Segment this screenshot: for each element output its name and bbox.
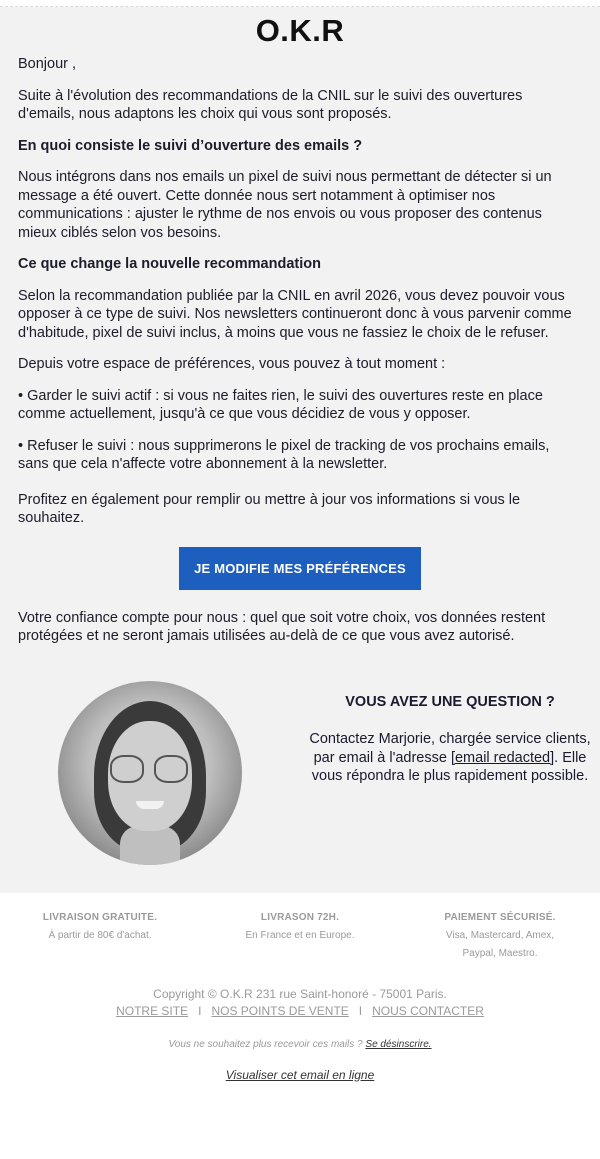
greeting: Bonjour ,: [18, 56, 77, 72]
recommendation-paragraph: Selon la recommandation publiée par la CNIL en avril 2026, vous devez pouvoir vous opposer à ce type de suivi. Nos newsletters continueront donc à vous parvenir comme d'habitude, pixel de suivi inclus, à moins que vous ne fassiez le choix de le refuser.: [18, 287, 572, 341]
feature-title: PAIEMENT SÉCURISÉ.: [444, 911, 556, 923]
question-heading: VOUS AVEZ UNE QUESTION ?: [345, 693, 555, 710]
contact-text-before: Contactez Marjorie, chargée service clients, par email à l'adresse: [309, 731, 591, 766]
feature-title: LIVRAISON GRATUITE.: [42, 911, 158, 923]
brand-logo[interactable]: O.K.R: [255, 13, 345, 48]
footer: [0, 963, 600, 1082]
feature-free-delivery: [0, 909, 200, 963]
unsubscribe-link[interactable]: Se désinscrire.: [365, 1038, 432, 1050]
view-online-link[interactable]: Visualiser cet email en ligne: [225, 1067, 375, 1082]
stores-link[interactable]: NOS POINTS DE VENTE: [211, 1003, 349, 1018]
trust-paragraph: Votre confiance compte pour nous : quel que soit votre choix, vos données restent protégées et ne seront jamais utilisées au-delà de ce que vous avez autorisé.: [18, 609, 546, 644]
message-content: [0, 55, 600, 528]
contact-info: [300, 681, 600, 865]
feature-desc: En France et en Europe.: [245, 929, 355, 941]
link-separator: I: [358, 1003, 363, 1018]
contact-us-link[interactable]: NOUS CONTACTER: [372, 1003, 484, 1018]
closing-content: [0, 609, 600, 646]
section-heading-recommendation: Ce que change la nouvelle recommandation: [18, 256, 321, 272]
contact-text-after: . Elle vous répondra le plus rapidement possible.: [311, 749, 589, 784]
intro-paragraph: Suite à l'évolution des recommandations de la CNIL sur le suivi des ouvertures d'emails, nous adaptons les choix qui vous sont proposés.: [18, 87, 523, 122]
top-divider: [0, 0, 600, 7]
feature-desc: À partir de 80€ d'achat.: [48, 929, 152, 941]
advisor-photo: [58, 681, 242, 865]
unsubscribe-line: [0, 1039, 600, 1050]
copyright-text: Copyright © O.K.R 231 rue Saint-honoré - 75001 Paris.: [153, 986, 447, 1001]
bullet-refuse-tracking: • Refuser le suivi : nous supprimerons le pixel de tracking de vos prochains emails, sans que cela n'affecte votre abonnement à la newsletter.: [18, 437, 550, 472]
modify-preferences-button[interactable]: JE MODIFIE MES PRÉFÉRENCES: [179, 547, 421, 590]
feature-desc: Visa, Mastercard, Amex, Paypal, Maestro.: [445, 929, 555, 959]
section-heading-tracking: En quoi consiste le suivi d’ouverture des emails ?: [18, 137, 363, 154]
contact-text: [300, 730, 600, 786]
feature-title: LIVRASON 72H.: [260, 911, 340, 923]
bullet-keep-tracking: • Garder le suivi actif : si vous ne faites rien, le suivi des ouvertures reste en place comme actuellement, jusqu'à ce que vous décidiez de vous y opposer.: [18, 387, 543, 422]
feature-delivery-72h: [200, 909, 400, 963]
our-site-link[interactable]: NOTRE SITE: [116, 1003, 189, 1018]
email-body: [0, 7, 600, 893]
footer-links: [0, 1004, 600, 1018]
contact-email-link[interactable]: [email redacted]: [450, 749, 555, 766]
update-info-paragraph: Profitez en également pour remplir ou mettre à jour vos informations si vous le souhaitez.: [18, 491, 521, 526]
photo-column: [0, 681, 300, 865]
features-row: [0, 893, 600, 963]
cta-wrapper: [0, 541, 600, 609]
link-separator: I: [198, 1003, 202, 1018]
preferences-paragraph: Depuis votre espace de préférences, vous pouvez à tout moment :: [18, 356, 446, 372]
tracking-paragraph: Nous intégrons dans nos emails un pixel de suivi nous permettant de détecter si un message a été ouvert. Cette donnée nous sert notamment à optimiser nos communications : ajuster le rythme de nos envois ou vous proposer des contenus mieux ciblés selon vos besoins.: [18, 169, 552, 241]
contact-section: [0, 659, 600, 893]
unsubscribe-text: Vous ne souhaitez plus recevoir ces mails ?: [168, 1038, 366, 1050]
feature-secure-payment: [400, 909, 600, 963]
